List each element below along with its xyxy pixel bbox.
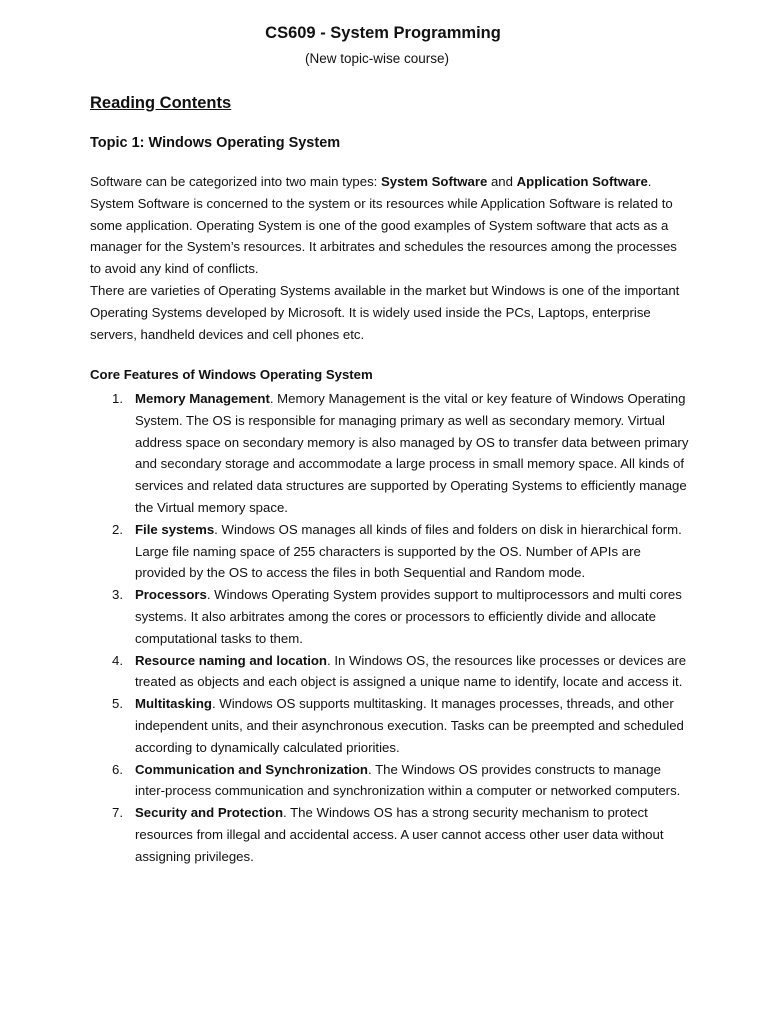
list-item-number: 4. — [112, 652, 123, 668]
list-item-number: 5. — [112, 696, 123, 712]
list-item — [90, 519, 690, 584]
list-item-number: 2. — [112, 521, 123, 537]
list-item-number: 6. — [112, 761, 123, 777]
document-subtitle: (New topic-wise course) — [304, 51, 450, 66]
document-title: CS609 - System Programming — [265, 24, 501, 42]
list-item-text: . Windows Operating System provides support to multiprocessors and multi cores systems. It also arbitrates among the cores or processors to efficiently divide and allocate computational tasks to them. — [135, 587, 682, 646]
core-features-list — [90, 388, 690, 868]
intro-p1-part-a: Software can be categorized into two main types: — [90, 174, 382, 189]
list-item-text: . The Windows OS provides constructs to manage inter-process communication and synchronization within a computer or networked computers. — [135, 761, 681, 799]
list-item-term: Security and Protection — [135, 805, 284, 821]
list-item — [90, 759, 690, 803]
list-item — [90, 693, 690, 758]
list-item-text: . Windows OS supports multitasking. It manages processes, threads, and other independent units, and their asynchronous execution. Tasks can be preempted and scheduled according to dynamically calculated priorities. — [135, 696, 684, 755]
list-item-term: Communication and Synchronization — [135, 761, 368, 777]
list-item — [90, 802, 690, 867]
list-item-term: Memory Management — [135, 391, 270, 406]
intro-p1-part-c: and — [487, 174, 517, 189]
list-item-term: Multitasking — [135, 696, 212, 712]
list-item — [90, 584, 690, 649]
list-item-text: . The Windows OS has a strong security mechanism to protect resources from illegal and accidental access. A user cannot access other user data without assigning privileges. — [135, 805, 664, 864]
list-item-number: 1. — [112, 391, 123, 406]
list-item-text: . Windows OS manages all kinds of files and folders on disk in hierarchical form. Large file naming space of 255 characters is supported by the OS. Number of APIs are provided by the OS to access the files in both Sequential and Random mode. — [135, 521, 682, 581]
core-features-heading: Core Features of Windows Operating System — [90, 367, 373, 382]
topic-heading: Topic 1: Windows Operating System — [90, 135, 341, 151]
intro-term-system-software: System Software — [381, 174, 488, 189]
intro-paragraph-1 — [90, 171, 690, 280]
intro-p1-part-e: . System Software is concerned to the system or its resources while Application Software is related to some application. Operating System is one of the good examples of System software that acts as a manager for the System’s resources. It arbitrates and schedules the resources among the processes to avoid any kind of conflicts. — [90, 174, 677, 277]
intro-term-application-software: Application Software — [516, 174, 648, 189]
list-item-number: 3. — [112, 587, 123, 603]
list-item-term: File systems — [135, 521, 215, 537]
list-item-text: . In Windows OS, the resources like processes or devices are treated as objects and each object is assigned a unique name to identify, locate and access it. — [135, 652, 687, 690]
list-item-number: 7. — [112, 805, 123, 821]
section-heading: Reading Contents — [90, 94, 232, 112]
list-item — [90, 650, 690, 694]
list-item-term: Processors — [135, 587, 207, 603]
intro-text — [90, 171, 690, 345]
list-item — [90, 388, 690, 519]
intro-paragraph-2: There are varieties of Operating Systems available in the market but Windows is one of the important Operating Systems developed by Microsoft. It is widely used inside the PCs, Laptops, enterprise servers, handheld devices and cell phones etc. — [90, 282, 680, 342]
list-item-text: . Memory Management is the vital or key feature of Windows Operating System. The OS is responsible for managing primary as well as secondary memory. Virtual address space on secondary memory is also managed by OS to transfer data between primary and secondary storage and accommodate a large process in small memory space. All kinds of services and related data structures are supported by Operating Systems to efficiently manage the Virtual memory space. — [135, 391, 689, 515]
list-item-term: Resource naming and location — [135, 652, 327, 668]
